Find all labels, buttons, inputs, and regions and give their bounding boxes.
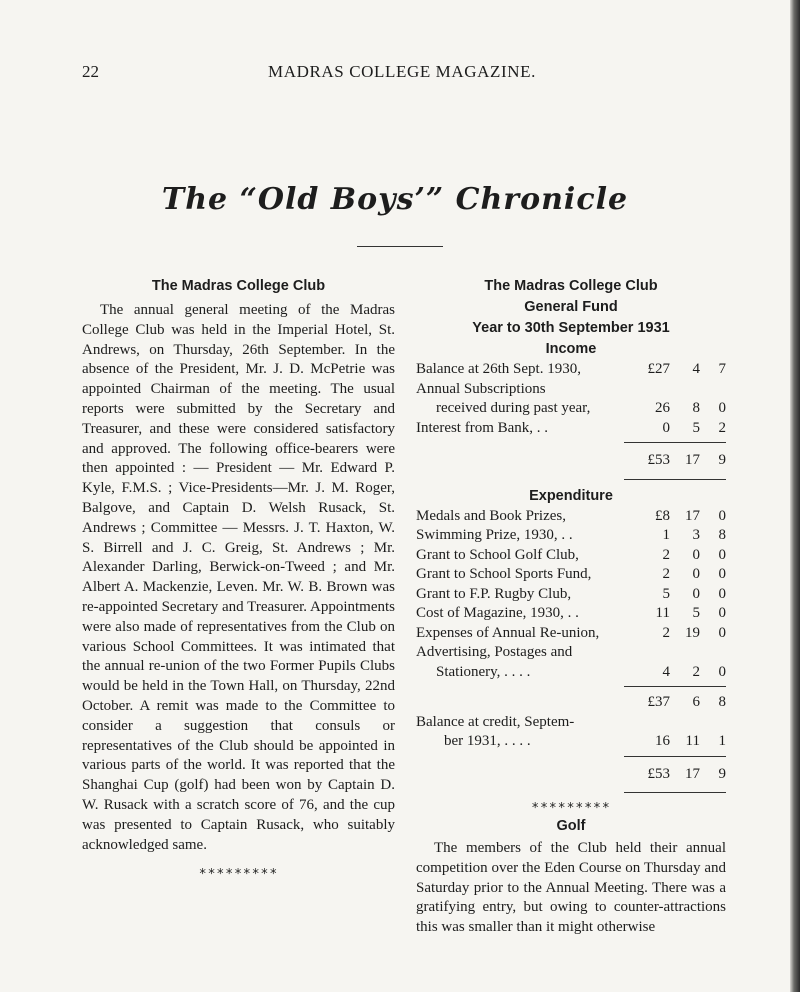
income-pence: 7 xyxy=(718,361,726,377)
expenditure-subtotal-pounds: £37 xyxy=(647,694,670,710)
balance-pence: 1 xyxy=(718,733,726,749)
expenditure-pounds: 2 xyxy=(662,566,670,582)
income-shillings: 8 xyxy=(692,400,700,416)
fund-heading-club: The Madras College Club xyxy=(484,278,658,294)
expenditure-subtotal-table xyxy=(416,687,726,752)
income-label: Interest from Bank, . . xyxy=(416,419,549,436)
expenditure-pence: 0 xyxy=(718,546,726,563)
expenditure-shillings: 0 xyxy=(692,566,700,582)
expenditure-pounds: 4 xyxy=(662,663,670,680)
grand-total-shillings: 17 xyxy=(685,765,700,782)
expenditure-pounds: 2 xyxy=(662,546,670,563)
expenditure-pence: 0 xyxy=(718,663,726,680)
balance-shillings: 11 xyxy=(685,733,700,749)
grand-total-rule-bottom xyxy=(624,792,726,793)
expenditure-shillings: 17 xyxy=(685,507,700,524)
fund-heading-name: General Fund xyxy=(524,299,618,315)
title-divider xyxy=(357,246,443,247)
expenditure-table xyxy=(416,507,726,683)
grand-total-pounds: £53 xyxy=(647,765,670,782)
income-pounds: £27 xyxy=(647,361,670,377)
expenditure-pounds: 2 xyxy=(662,624,670,641)
expenditure-shillings: 2 xyxy=(692,663,700,680)
income-row xyxy=(416,380,726,400)
expenditure-subtotal-shillings: 6 xyxy=(692,694,700,710)
expenditure-pence: 0 xyxy=(718,605,726,621)
expenditure-subtotal-row xyxy=(416,687,726,713)
expenditure-row xyxy=(416,546,726,566)
expenditure-shillings: 19 xyxy=(685,624,700,641)
expenditure-label: Stationery, . . . . xyxy=(436,663,531,680)
expenditure-row xyxy=(416,585,726,605)
left-column xyxy=(82,276,395,882)
grand-total-row xyxy=(416,757,726,793)
income-pence: 0 xyxy=(718,400,726,416)
chronicle-title: The “Old Boys’” Chronicle xyxy=(161,182,629,217)
expenditure-row xyxy=(416,565,726,585)
expenditure-pence: 0 xyxy=(718,585,726,602)
club-heading: The Madras College Club xyxy=(151,278,326,294)
income-total-table xyxy=(416,443,726,479)
expenditure-row xyxy=(416,663,726,683)
balance-pounds: 16 xyxy=(655,733,670,749)
balance-row-2 xyxy=(416,732,726,752)
section-separator: ********* xyxy=(198,867,279,883)
expenditure-pounds: £8 xyxy=(655,507,670,524)
expenditure-pence: 0 xyxy=(718,624,726,641)
income-pence: 2 xyxy=(718,419,726,436)
income-pounds: 0 xyxy=(662,419,670,436)
expenditure-label: Swimming Prize, 1930, . . xyxy=(416,527,573,543)
income-label: Balance at 26th Sept. 1930, xyxy=(416,361,581,377)
expenditure-pence: 0 xyxy=(718,507,726,524)
expenditure-label: Grant to F.P. Rugby Club, xyxy=(416,585,572,602)
income-heading: Income xyxy=(545,341,597,357)
expenditure-shillings: 0 xyxy=(692,546,700,563)
expenditure-pounds: 11 xyxy=(655,605,670,621)
expenditure-pounds: 5 xyxy=(662,585,670,602)
income-row xyxy=(416,419,726,439)
expenditure-label: Medals and Book Prizes, xyxy=(416,507,566,524)
balance-label-1: Balance at credit, Septem- xyxy=(416,713,575,730)
expenditure-row xyxy=(416,604,726,624)
expenditure-label: Grant to School Sports Fund, xyxy=(416,566,592,582)
income-pounds xyxy=(624,380,670,400)
balance-row-1 xyxy=(416,713,726,733)
income-total-shillings: 17 xyxy=(685,452,700,468)
expenditure-shillings: 0 xyxy=(692,585,700,602)
income-total-pounds: £53 xyxy=(647,452,670,468)
expenditure-subtotal-pence: 8 xyxy=(718,694,726,710)
expenditure-pounds xyxy=(624,643,670,663)
income-row xyxy=(416,360,726,380)
fund-heading-year: Year to 30th September 1931 xyxy=(472,320,670,336)
page-edge-shadow xyxy=(790,0,800,992)
income-pounds: 26 xyxy=(655,400,670,416)
income-shillings: 5 xyxy=(692,419,700,436)
running-header: MADRAS COLLEGE MAGAZINE. xyxy=(268,62,536,81)
golf-heading: Golf xyxy=(556,818,586,834)
expenditure-pounds: 1 xyxy=(662,527,670,543)
grand-total-table xyxy=(416,757,726,793)
income-table xyxy=(416,360,726,438)
page-number: 22 xyxy=(82,62,99,81)
balance-label-2: ber 1931, . . . . xyxy=(444,733,531,749)
golf-report: The members of the Club held their annual competition over the Eden Course on Thursday and Saturday prior to the Annual Meeting. There was a gratifying entry, but owing to counter-attractions this was smaller than it might otherwise xyxy=(416,840,726,936)
expenditure-row xyxy=(416,507,726,527)
expenditure-shillings: 3 xyxy=(692,527,700,543)
expenditure-pence xyxy=(700,643,726,663)
section-separator-right: ********* xyxy=(531,801,611,816)
income-total-row xyxy=(416,443,726,479)
grand-total-pence: 9 xyxy=(718,765,726,782)
right-column xyxy=(416,276,726,938)
income-total-pence: 9 xyxy=(718,452,726,468)
expenditure-heading: Expenditure xyxy=(529,487,613,504)
expenditure-row xyxy=(416,643,726,663)
meeting-report: The annual general meeting of the Madras College Club was held in the Imperial Hotel, St. Andrews, on Thursday, 26th September. In the absence of the President, Mr. J. D. McPetrie was appointed Chairman of the meeting. The usual reports were submitted by the Secretary and Treasurer, and these were considered satisfactory and approved. The following office-bearers were then appointed : — President — Mr. Edward P. Kyle, F.M.S. ; Vice-Presidents—Mr. J. M. Roger, Balgove, and Captain D. Welsh Rusack, St. Andrews ; Committee — Messrs. J. T. Haxton, W. S. Birrell and J. C. Greig, St. Andrews ; Mr. Alexander Darling, Berwick-on-Tweed ; and Mr. Albert A. Mackenzie, Leven. Mr. W. B. Brown was re-appointed Secretary and Treasurer. Appointments were also made of representatives from the Club on various School Committees. It was intimated that the annual re-union of the two Former Pupils Clubs would be held in the Town Hall, on Thursday, 22nd October. A remit was made to the Committee to consider a suggestion that consuls or representatives of the Club should be appointed in various parts of the world. It was reported that the Shanghai Cup (golf) had been won by Captain D. W. Rusack with a scratch score of 76, and the cup was presented to Captain Rusack, who suitably acknowledged same. xyxy=(82,302,395,853)
income-pence xyxy=(700,380,726,400)
expenditure-label: Expenses of Annual Re-union, xyxy=(416,624,600,641)
income-label: Annual Subscriptions xyxy=(416,380,546,397)
expenditure-row xyxy=(416,526,726,546)
expenditure-label: Grant to School Golf Club, xyxy=(416,546,579,563)
expenditure-label: Cost of Magazine, 1930, . . xyxy=(416,605,579,621)
expenditure-shillings xyxy=(670,643,700,663)
income-rule-bottom xyxy=(624,479,726,480)
income-shillings xyxy=(670,380,700,400)
income-shillings: 4 xyxy=(692,361,700,377)
expenditure-label: Advertising, Postages and xyxy=(416,644,573,660)
expenditure-row xyxy=(416,624,726,644)
expenditure-pence: 0 xyxy=(718,566,726,582)
income-row xyxy=(416,399,726,419)
expenditure-pence: 8 xyxy=(718,527,726,543)
expenditure-shillings: 5 xyxy=(692,605,700,621)
income-label: received during past year, xyxy=(436,400,591,416)
